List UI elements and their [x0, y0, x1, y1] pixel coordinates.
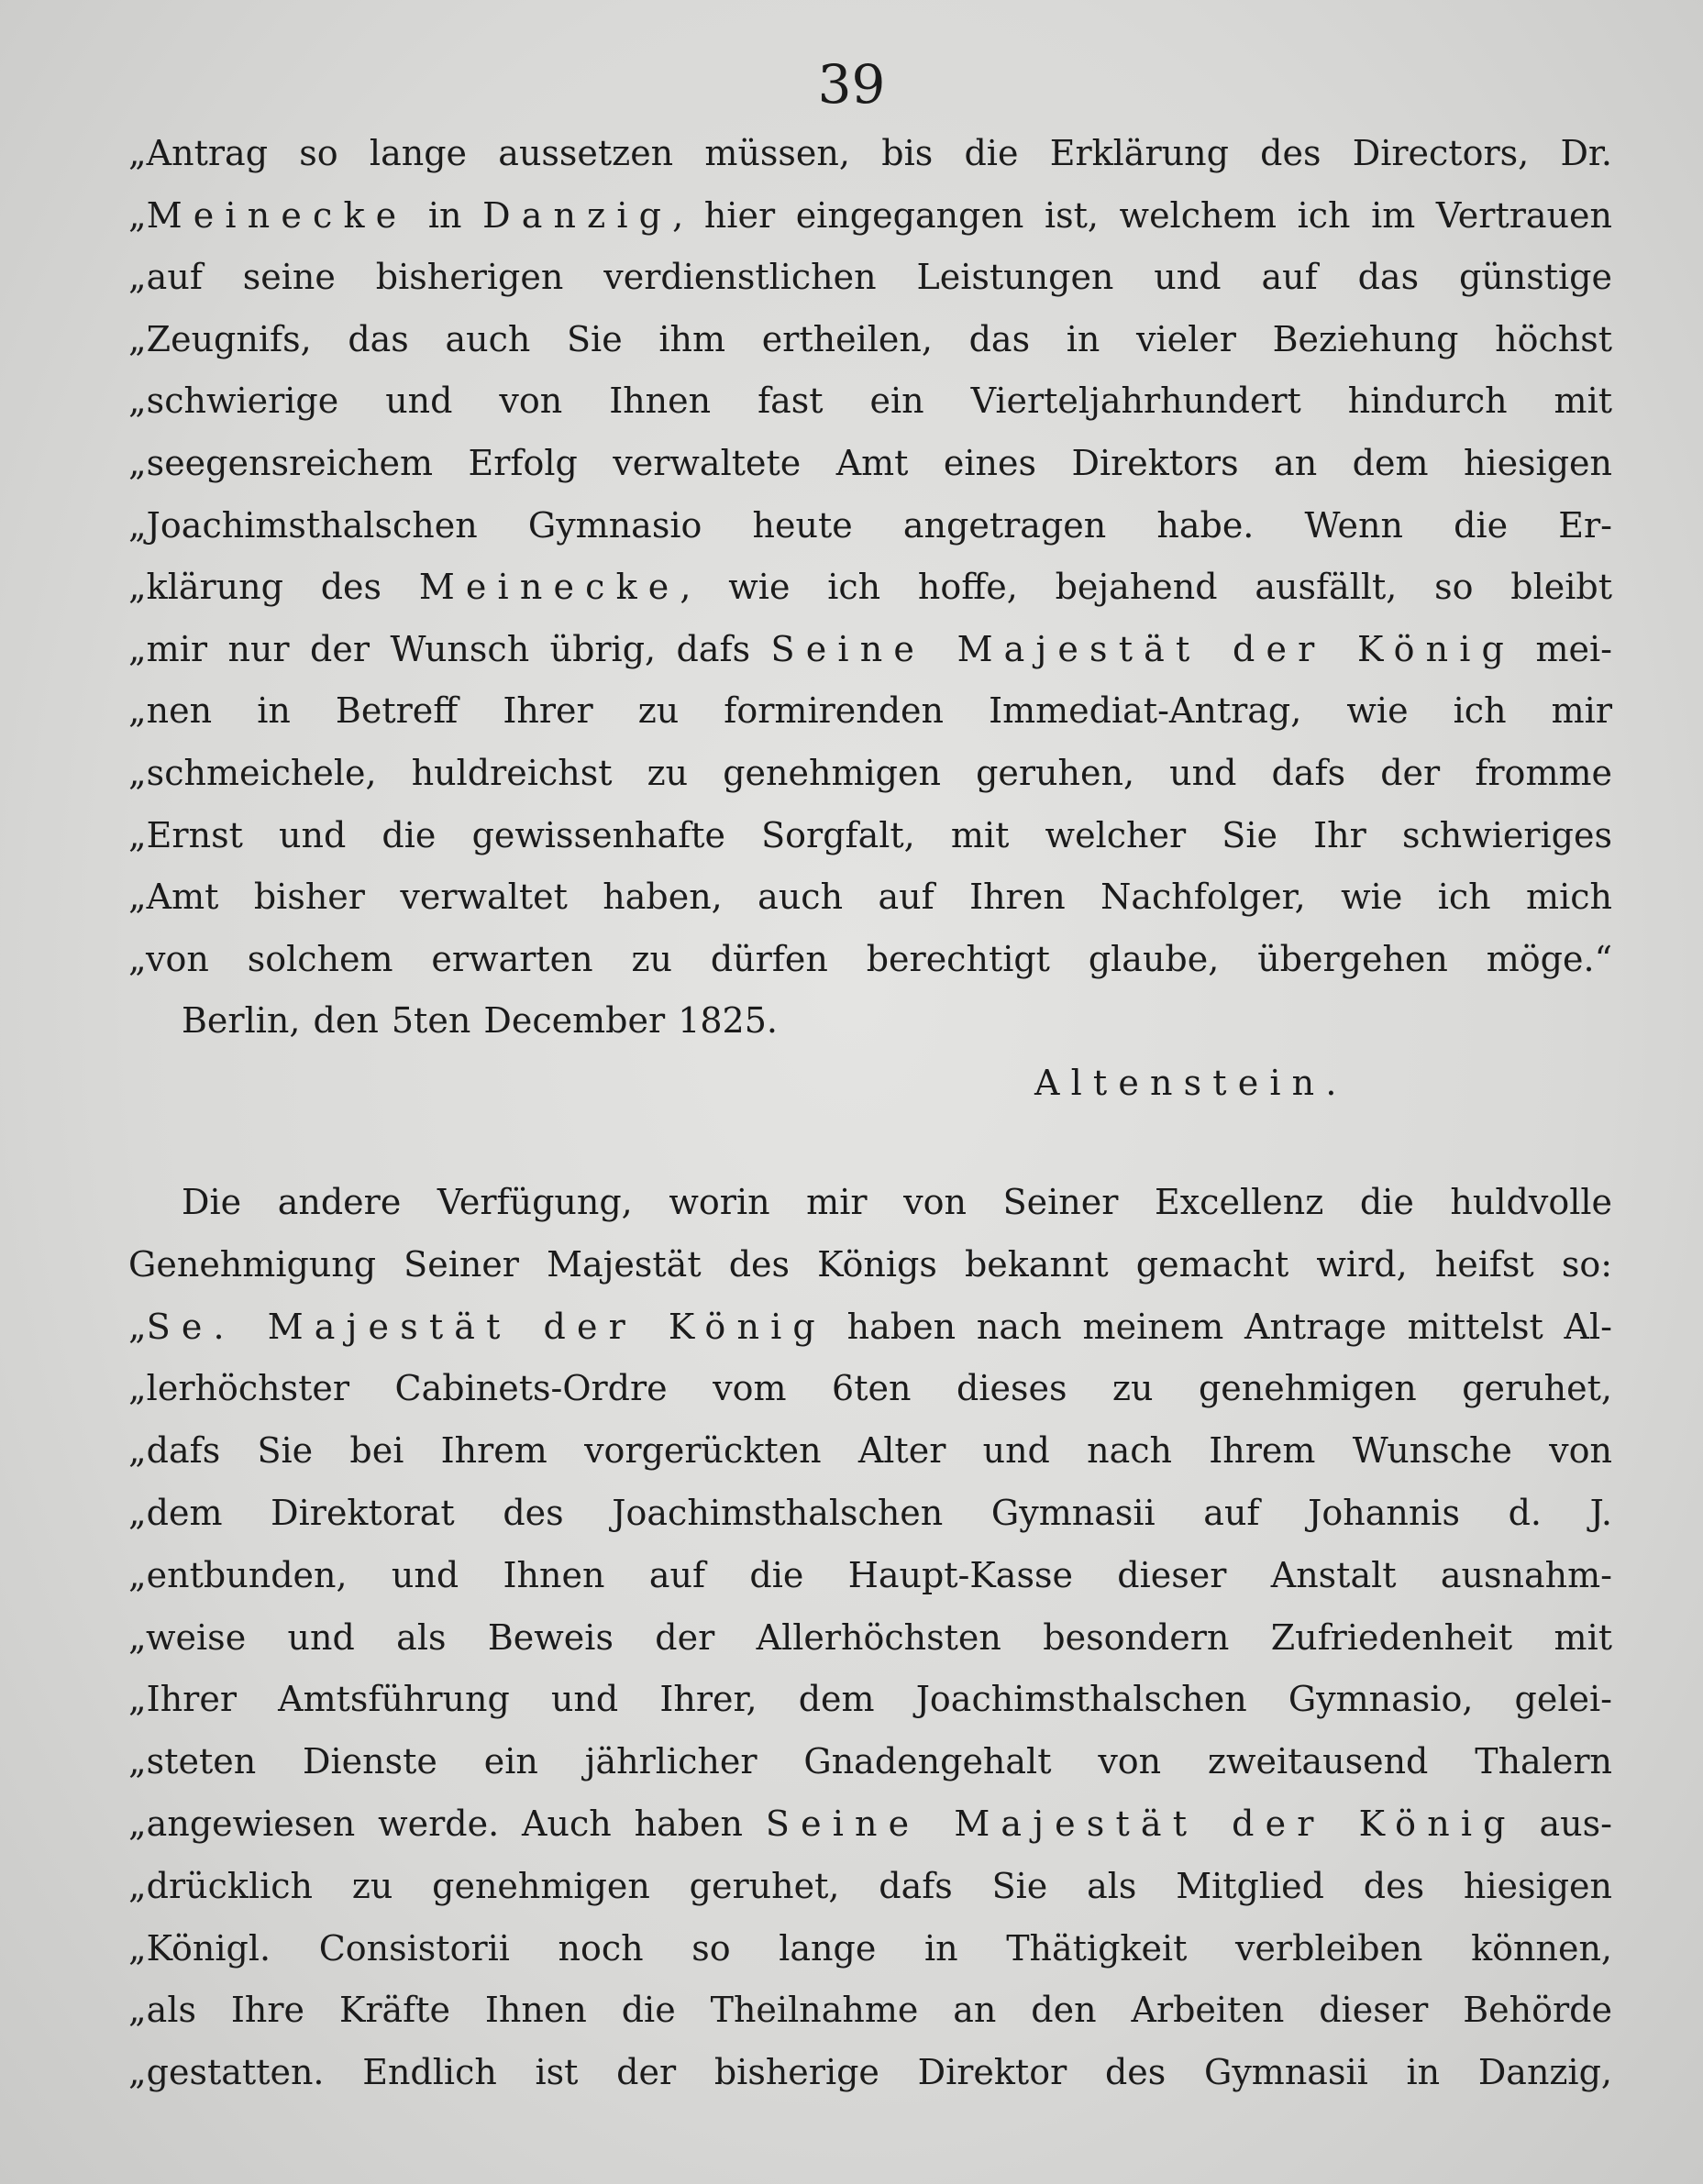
text-segment: „nen in Betreff Ihrer zu formirenden Immediat-Antrag, wie ich mir [128, 690, 1612, 732]
text-line [128, 812, 1612, 858]
text-segment: „gestatten. Endlich ist der bisherige Direktor des Gymnasii in Danzig, [128, 2052, 1612, 2093]
text-segment: „schwierige und von Ihnen fast ein Vierteljahrhundert hindurch mit [128, 381, 1612, 422]
text-line [128, 2049, 1612, 2095]
text-line [128, 688, 1612, 734]
text-line [128, 502, 1612, 548]
text-line [128, 1304, 1612, 1350]
text-segment: „steten Dienste ein jährlicher Gnadengehalt von zweitausend Thalern [128, 1741, 1612, 1782]
text-segment: „drücklich zu genehmigen geruhet, dafs Sie als Mitglied des hiesigen [128, 1865, 1612, 1906]
text-segment: haben nach meinem Antrage mittelst Al- [825, 1306, 1612, 1347]
text-line [128, 1676, 1612, 1722]
spaced-emphasis-text: Seine Majestät der König [770, 628, 1516, 669]
text-segment: , wie ich hoffe, bejahend ausfällt, so bleibt [680, 567, 1612, 608]
text-segment: „Zeugnifs, das auch Sie ihm ertheilen, das in vieler Beziehung höchst [128, 318, 1612, 359]
date-line [182, 998, 1612, 1043]
text-segment: „lerhöchster Cabinets-Ordre vom 6ten dieses zu genehmigen geruhet, [128, 1368, 1612, 1409]
text-segment: „Ihrer Amtsführung und Ihrer, dem Joachimsthalschen Gymnasio, gelei- [128, 1679, 1612, 1720]
text-segment: „klärung des [128, 567, 419, 608]
text-segment: „Ernst und die gewissenhafte Sorgfalt, mit welcher Sie Ihr schwieriges [128, 814, 1612, 855]
spaced-emphasis-text: Se. Majestät der König [146, 1306, 826, 1347]
text-segment: „von solchem erwarten zu dürfen berechtigt glaube, übergehen möge.“ [128, 938, 1612, 979]
text-line [128, 193, 1612, 238]
text-segment: „mir nur der Wunsch übrig, dafs [128, 628, 771, 669]
text-segment: „Antrag so lange aussetzen müssen, bis die Erklärung des Directors, Dr. [128, 133, 1612, 173]
spaced-emphasis-text: Seine Majestät der König [765, 1803, 1517, 1844]
text-line [128, 626, 1612, 672]
spaced-emphasis-text: Meinecke [146, 194, 408, 236]
text-segment: „entbunden, und Ihnen auf die Haupt-Kasse dieser Anstalt ausnahm- [128, 1554, 1612, 1595]
spaced-emphasis-text: Danzig [482, 194, 673, 236]
text-line [128, 750, 1612, 796]
text-segment: „Amt bisher verwaltet haben, auch auf Ihren Nachfolger, wie ich mich [128, 877, 1612, 918]
text-segment: „seegensreichem Erfolg verwaltete Amt eines Direktors an dem hiesigen [128, 443, 1612, 483]
text-line [128, 1428, 1612, 1473]
text-line [128, 1490, 1612, 1536]
text-segment: „schmeichele, huldreichst zu genehmigen geruhen, und dafs der fromme [128, 753, 1612, 793]
text-segment: , hier eingegangen ist, welchem ich im Vertrauen [672, 194, 1612, 236]
text-line [128, 936, 1612, 982]
page-number: 39 [817, 53, 886, 116]
text-segment: Genehmigung Seiner Majestät des Königs bekannt gemacht wird, heifst so: [128, 1243, 1612, 1285]
spaced-emphasis-text: Meinecke [418, 567, 680, 608]
text-segment: „auf seine bisherigen verdienstlichen Leistungen und auf das günstige [128, 257, 1612, 298]
text-line [182, 1179, 1612, 1225]
text-line [128, 316, 1612, 362]
text-segment: in [407, 194, 483, 236]
text-line [128, 1365, 1612, 1411]
text-line [128, 1925, 1612, 1971]
text-segment: „weise und als Beweis der Allerhöchsten besondern Zufriedenheit mit [128, 1616, 1612, 1658]
text-line [128, 440, 1612, 486]
text-segment: „als Ihre Kräfte Ihnen die Theilnahme an den Arbeiten dieser Behörde [128, 1990, 1612, 2031]
text-line [128, 1241, 1612, 1287]
text-line [128, 254, 1612, 300]
text-segment: Berlin, den 5ten December 1825. [182, 1000, 778, 1042]
text-line [128, 1987, 1612, 2033]
text-segment: „ [128, 1306, 147, 1347]
text-segment: „dem Direktorat des Joachimsthalschen Gymnasii auf Johannis d. J. [128, 1493, 1612, 1533]
text-line [128, 1863, 1612, 1909]
spaced-emphasis-text: Altenstein. [1034, 1063, 1348, 1103]
text-line [128, 130, 1612, 176]
text-segment: „Königl. Consistorii noch so lange in Thätigkeit verbleiben können, [128, 1927, 1612, 1969]
text-line [128, 378, 1612, 424]
text-segment: „ [128, 194, 147, 236]
text-segment: „angewiesen werde. Auch haben [128, 1803, 766, 1844]
text-line [128, 1801, 1612, 1847]
text-line [128, 874, 1612, 920]
text-segment: Die andere Verfügung, worin mir von Seiner Excellenz die huldvolle [182, 1182, 1612, 1222]
text-segment: „Joachimsthalschen Gymnasio heute angetragen habe. Wenn die Er- [128, 504, 1612, 546]
text-segment: „dafs Sie bei Ihrem vorgerückten Alter und nach Ihrem Wunsche von [128, 1430, 1612, 1472]
signature-line [1034, 1060, 1493, 1106]
text-line [128, 1615, 1612, 1660]
text-segment: mei- [1515, 628, 1612, 669]
text-segment: aus- [1516, 1803, 1612, 1844]
text-line [128, 564, 1612, 610]
text-line [128, 1552, 1612, 1598]
text-line [128, 1738, 1612, 1784]
